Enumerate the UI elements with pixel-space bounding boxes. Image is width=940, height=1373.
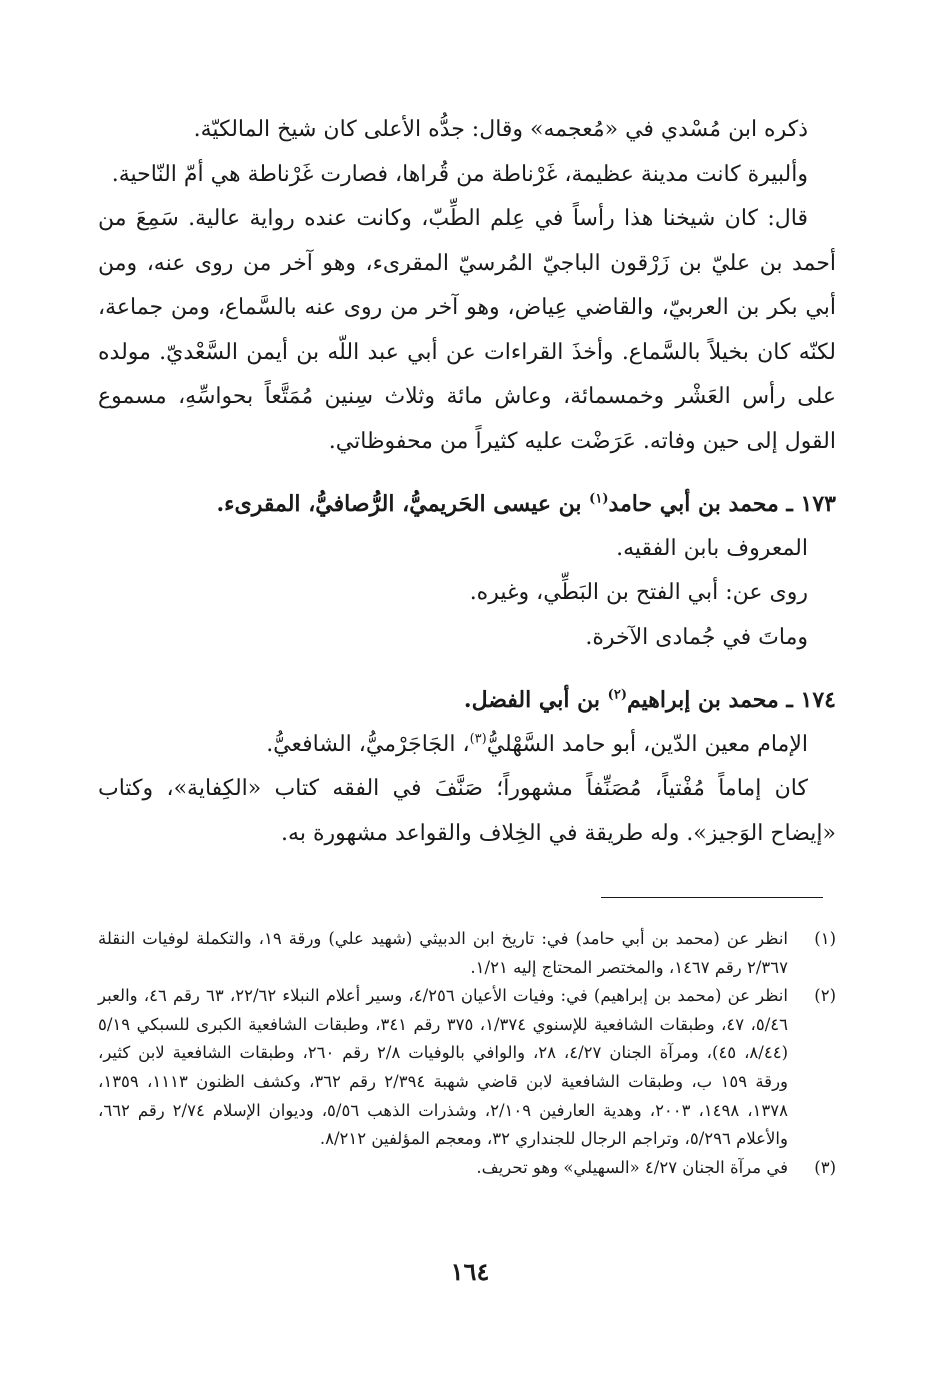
footnote-text: انظر عن (محمد بن إبراهيم) في: وفيات الأعيان ٤/٢٥٦، وسير أعلام النبلاء ٢٢/٦٢، ٦٣ رقم ٤٦، والعبر ٥/٤٦، ٤٧، وطبقات الشافعية للإسنوي ١/٣٧٤، ٣٧٥ رقم ٣٤١، وطبقات الشافعية الكبرى للسبكي ٥/١٩ (٨/٤٤، ٤٥)، ومرآة الجنان ٤/٢٧، ٢٨، والوافي بالوفيات ٢/٨ رقم ٢٦٠، وطبقات الشافعية لابن كثير، ورقة ١٥٩ ب، وطبقات الشافعية لابن قاضي شهبة ٢/٣٩٤ رقم ٣٦٢، وكشف الظنون ١١١٣، ١٣٥٩، ١٣٧٨، ١٤٩٨، ٢٠٠٣، وهدية العارفين ٢/١٠٩، وشذرات الذهب ٥/٥٦، وديوان الإسلام ٢/٧٤ رقم ٦٦٢، والأعلام ٥/٢٩٦، وتراجم الرجال للجنداري ٣٢، ومعجم المؤلفين ٨/٢١٢.: [98, 986, 789, 1149]
footnote-number: (١): [814, 929, 836, 948]
paragraph-1: ذكره ابن مُسْدي في «مُعجمه» وقال: جدُّه الأعلى كان شيخ المالكيّة.: [193, 117, 808, 142]
entry-174-line-1: [98, 723, 836, 768]
footnote-ref-3[interactable]: (٣): [469, 731, 487, 747]
entry-174-line-1-start: الإمام معين الدّين، أبو حامد السَّهْليُّ: [486, 731, 808, 757]
main-text: [98, 108, 836, 856]
footnote-text: في مرآة الجنان ٤/٢٧ «السهيلي» وهو تحريف.: [476, 1157, 788, 1177]
page-number: ١٦٤: [450, 1257, 490, 1286]
footnote-2: [98, 982, 836, 1154]
paragraph-3: قال: كان شيخنا هذا رأساً في عِلم الطِّبّ، وكانت عنده رواية عالية. سَمِعَ من أحمد بن عليّ بن زَرْقون الباجيّ المُرسيّ المقرىء، وهو آخر من روى عنه، ومن أبي بكر بن العربيّ، والقاضي عِياض، وهو آخر من روى عنه بالسَّماع، ومن جماعة، لكنّه كان بخيلاً بالسَّماع. وأخذَ القراءات عن أبي عبد اللّه بن أيمن السَّعْديّ. مولده على رأس العَشْر وخمسمائة، وعاش مائة وثلاث سِنين مُمَتَّعاً بحواسِّهِ، مسموع القول إلى حين وفاته. عَرَضْت عليه كثيراً من محفوظاتي.: [98, 206, 837, 454]
entry-173-heading: [98, 482, 836, 527]
paragraph-2: وألبيرة كانت مدينة عظيمة، غَرْناطة من قُراها، فصارت غَرْناطة هي أمّ النّاحية.: [111, 161, 808, 187]
entry-173-line-3: وماتَ في جُمادى الآخرة.: [585, 624, 808, 650]
entry-174-title-rest: بن أبي الفضل.: [463, 687, 608, 713]
entry-174-paragraph: كان إماماً مُفْتياً، مُصَنِّفاً مشهوراً؛ صَنَّفَ في الفقه كتاب «الكِفاية»، وكتاب «إيضاح الوَجيز». وله طريقة في الخِلاف والقواعد مشهورة به.: [98, 776, 836, 846]
entry-173-title: ١٧٣ ـ محمد بن أبي حامد: [608, 491, 836, 517]
entry-173-line-1: المعروف بابن الفقيه.: [616, 535, 808, 561]
footnote-separator: [601, 897, 823, 898]
footnote-number: (٢): [814, 986, 836, 1006]
entry-173-title-rest: بن عيسى الحَريميُّ، الرُّصافيُّ، المقرىء.: [216, 491, 590, 517]
entry-174-line-1-end: ، الجَاجَرْميُّ، الشافعيُّ.: [266, 731, 470, 757]
entry-174-title: ١٧٤ ـ محمد بن إبراهيم: [626, 687, 836, 713]
footnotes: [98, 925, 836, 1182]
footnote-text: انظر عن (محمد بن أبي حامد) في: تاريخ ابن الدبيثي (شهيد علي) ورقة ١٩، والتكملة لوفيات النقلة ٢/٣٦٧ رقم ١٤٦٧، والمختصر المحتاج إليه ١/٢١.: [98, 929, 788, 977]
entry-174-heading: [98, 678, 836, 723]
footnote-3: [98, 1154, 836, 1183]
footnote-ref-2[interactable]: (٢): [607, 687, 627, 703]
entry-173-line-2: روى عن: أبي الفتح بن البَطِّي، وغيره.: [469, 580, 808, 605]
footnote-number: (٣): [814, 1157, 836, 1177]
footnote-ref-1[interactable]: (١): [589, 491, 609, 507]
footnote-1: [98, 925, 836, 982]
